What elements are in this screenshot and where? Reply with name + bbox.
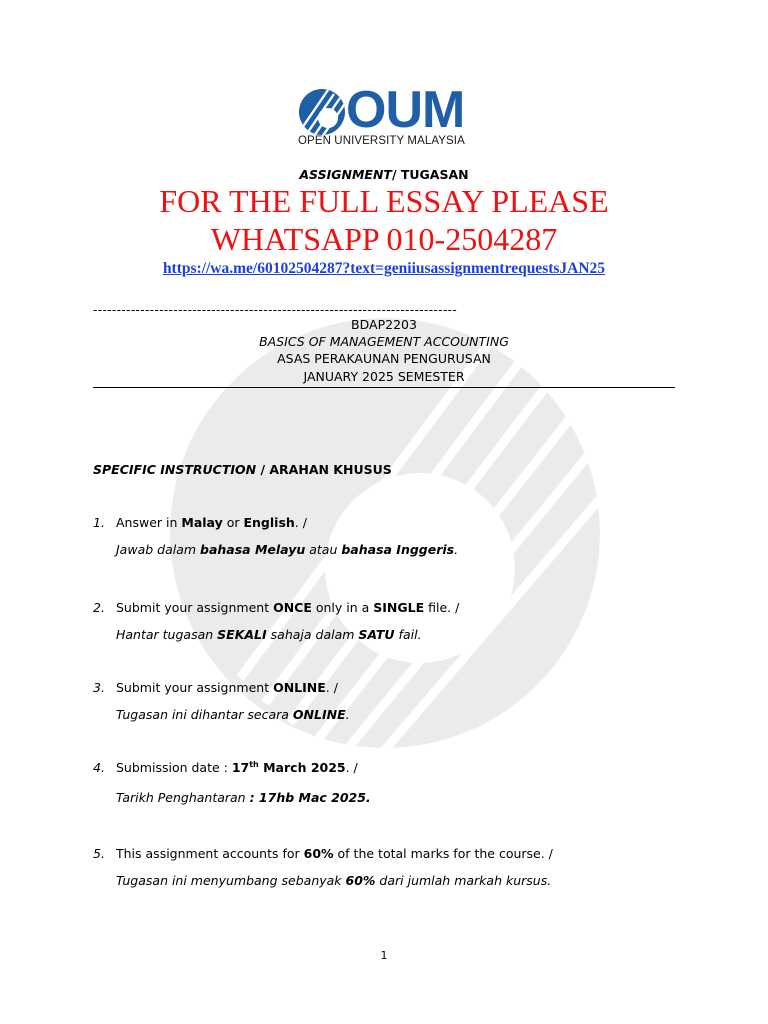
course-code: BDAP2203 [351,317,417,332]
oum-globe-icon [298,88,346,136]
instruction-item: 3. Submit your assignment ONLINE. / Tugasan ini dihantar secara ONLINE. [93,680,350,722]
instruction-item: 5. This assignment accounts for 60% of the total marks for the course. / Tugasan ini menyumbang sebanyak 60% dari jumlah markah kursus. [93,846,553,888]
instruction-translation: Tugasan ini menyumbang sebanyak 60% dari jumlah markah kursus. [116,873,552,888]
page-number: 1 [380,949,388,962]
whatsapp-link[interactable]: https://wa.me/60102504287?text=geniiusassignmentrequestsJAN25 [162,260,606,277]
promo-line-2: WHATSAPP 010-2504287 [210,221,558,257]
promo-line-1: FOR THE FULL ESSAY PLEASE [159,183,609,219]
course-title-en: BASICS OF MANAGEMENT ACCOUNTING [259,334,509,349]
item-number: 1. [93,515,105,530]
assignment-label-ms: / TUGASAN [391,167,469,182]
semester-label: JANUARY 2025 SEMESTER [303,369,465,384]
dashed-divider: ----------------------------------------------------------------------------- [93,302,458,317]
oum-logo [296,81,476,150]
logo-subtitle: OPEN UNIVERSITY MALAYSIA [298,135,465,147]
section-heading-ms: / ARAHAN KHUSUS [260,462,392,477]
assignment-heading [0,167,768,182]
instruction-item: 1. Answer in Malay or English. / Jawab dalam bahasa Melayu atau bahasa Inggeris. [93,515,459,557]
instruction-translation: Tugasan ini dihantar secara ONLINE. [116,707,350,722]
instruction-translation: Jawab dalam bahasa Melayu atau bahasa Inggeris. [116,542,459,557]
item-number: 3. [93,680,105,695]
instruction-translation: Tarikh Penghantaran : 17hb Mac 2025. [116,790,371,805]
section-heading-en: SPECIFIC INSTRUCTION [93,462,257,477]
instruction-item: 2. Submit your assignment ONCE only in a SINGLE file. / Hantar tugasan SEKALI sahaja dalam SATU fail. [93,600,460,642]
item-number: 2. [93,600,105,615]
item-number: 4. [93,760,105,776]
instruction-translation: Hantar tugasan SEKALI sahaja dalam SATU fail. [116,627,422,642]
item-number: 5. [93,846,105,861]
section-heading [93,462,392,477]
instruction-item: 4. Submission date : 17th March 2025. / Tarikh Penghantaran : 17hb Mac 2025. [93,760,371,805]
logo-wordmark: OUM [346,81,465,139]
assignment-label-en: ASSIGNMENT [299,167,392,182]
course-title-ms: ASAS PERAKAUNAN PENGURUSAN [277,351,491,366]
horizontal-rule [93,387,675,388]
